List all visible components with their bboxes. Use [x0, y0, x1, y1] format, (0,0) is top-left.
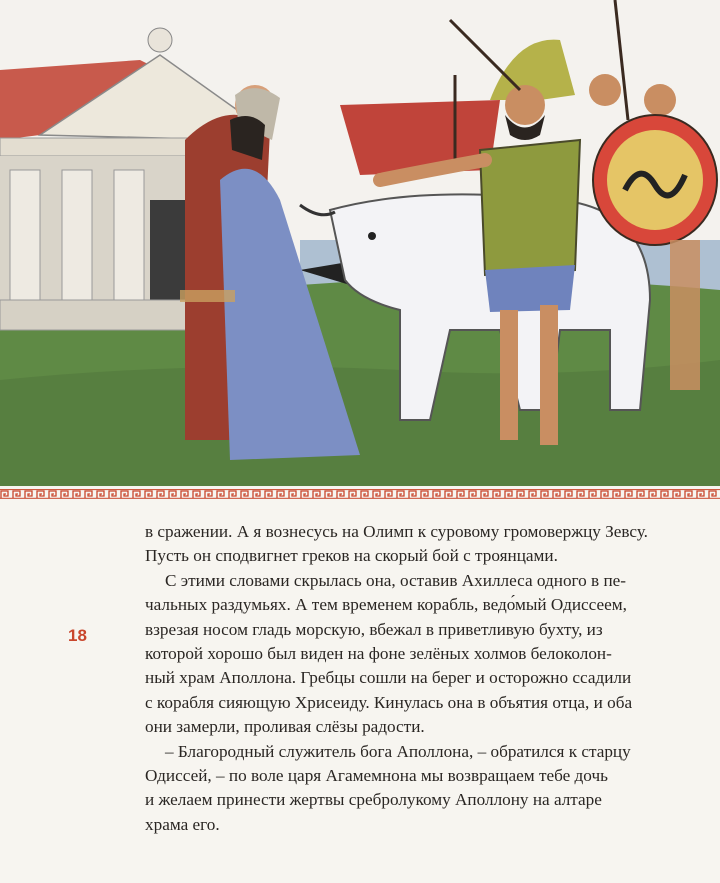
text-line: С этими словами скрылась она, оставив Ахиллеса одного в пе-	[165, 570, 627, 590]
text-line: и желаем принести жертвы сребролукому Аполлону на алтаре	[145, 790, 602, 810]
text-line: – Благородный служитель бога Аполлона, – обратился к старцу	[165, 741, 631, 761]
story-text	[145, 520, 665, 837]
greek-key-pattern	[0, 489, 720, 499]
text-line: ный храм Аполлона. Гребцы сошли на берег и осторожно ссадили	[145, 668, 632, 688]
text-line: храма его.	[145, 814, 220, 834]
text-line: в сражении. А я вознесусь на Олимп к суровому громовержцу Зевсу.	[145, 522, 648, 541]
text-line: Пусть он сподвигнет греков на скорый бой с троянцами.	[145, 546, 558, 566]
text-line: чальных раздумьях. А тем временем корабль, ведо́мый Одиссеем,	[145, 595, 627, 615]
text-line: они замерли, проливая слёзы радости.	[145, 717, 425, 737]
text-line: Одиссей, – по воле царя Агамемнона мы возвращаем тебе дочь	[145, 766, 608, 786]
text-line: с корабля сияющую Хрисеиду. Кинулась она в объятия отца, и оба	[145, 692, 633, 712]
text-line: которой хорошо был виден на фоне зелёных холмов белоколон-	[145, 644, 612, 664]
page-number: 18	[68, 626, 87, 645]
paragraph	[145, 520, 665, 569]
paragraph	[145, 569, 665, 740]
text-line: взрезая носом гладь морскую, вбежал в приветливую бухту, из	[145, 619, 603, 639]
greek-key-border	[0, 486, 720, 496]
paragraph	[145, 740, 665, 838]
